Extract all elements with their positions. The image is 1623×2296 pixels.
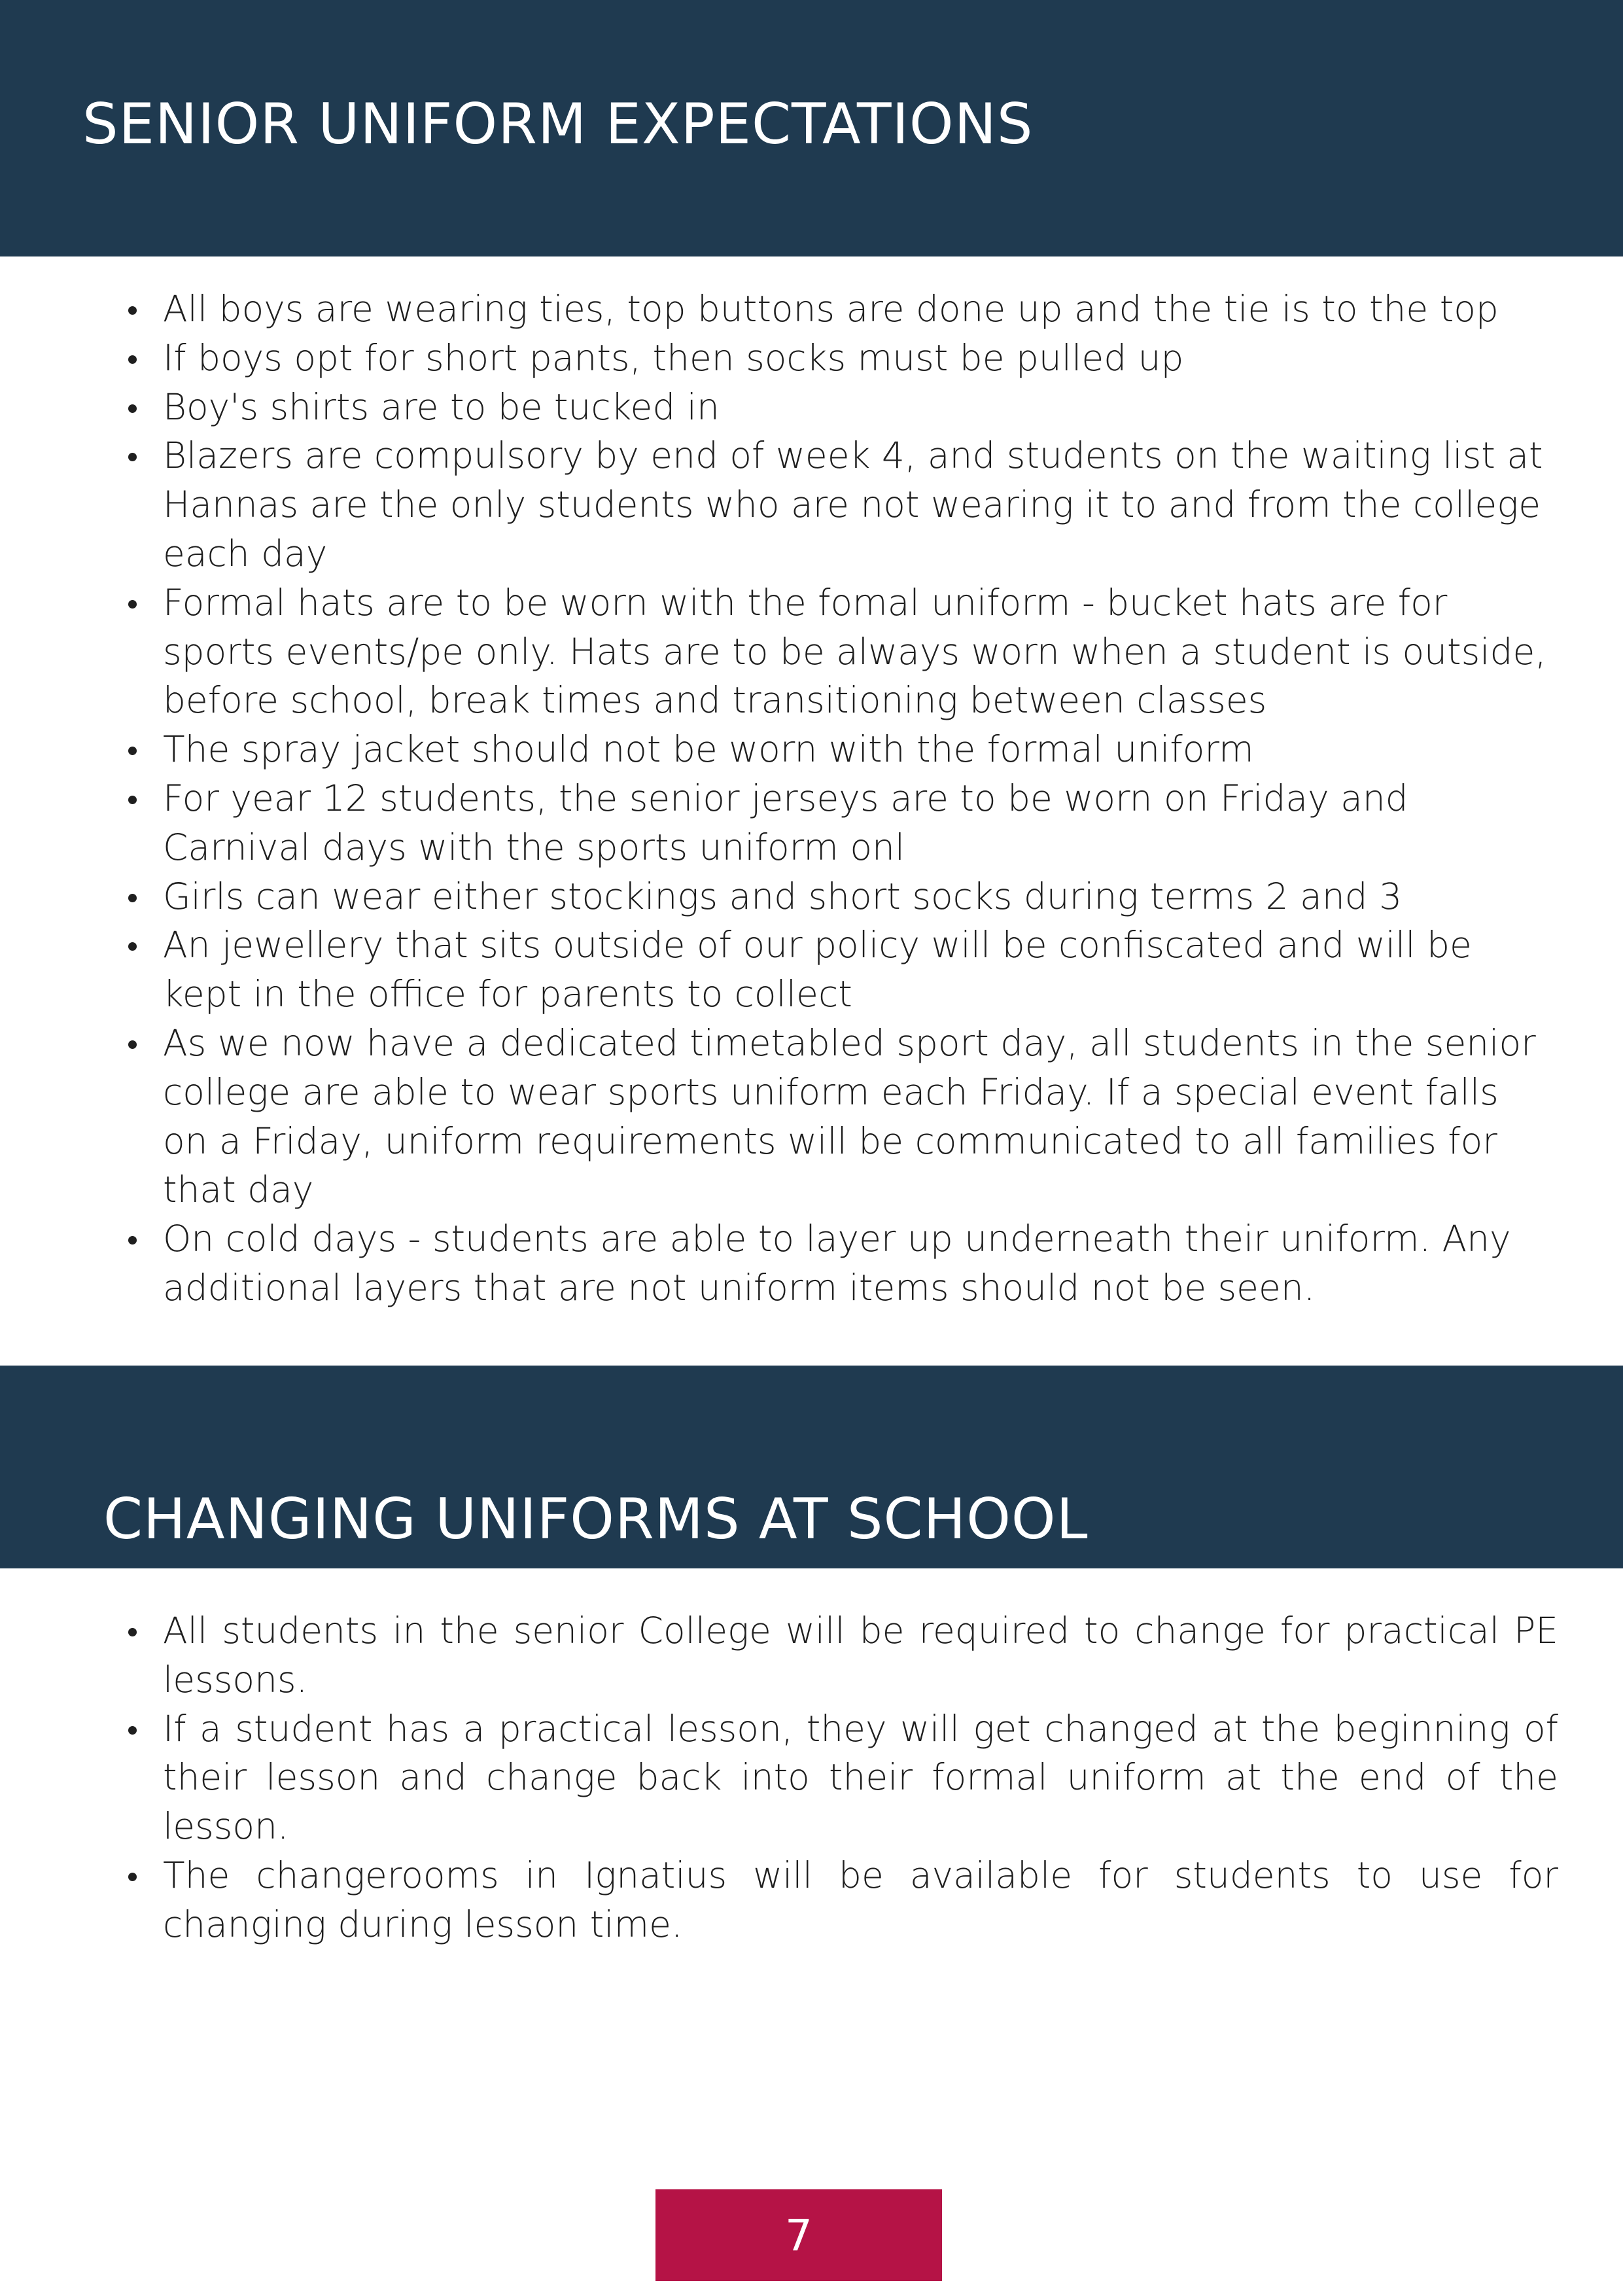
list-item: If a student has a practical lesson, they will get changed at the beginning of their lesson and change back into their formal uniform at the end of the lesson. [124,1704,1558,1851]
list-item: For year 12 students, the senior jerseys are to be worn on Friday and Carnival days with the sports uniform onl [124,774,1550,872]
list-item: Formal hats are to be worn with the fomal uniform - bucket hats are for sports events/pe only. Hats are to be always worn when a student is outside, before school, break times and transitioning between classes [124,578,1550,725]
list-item: If boys opt for short pants, then socks must be pulled up [124,334,1550,383]
list-item: Blazers are compulsory by end of week 4, and students on the waiting list at Hannas are the only students who are not wearing it to and from the college each day [124,431,1550,578]
page-number: 7 [785,2210,812,2261]
header-banner-changing-uniforms [0,1366,1623,1568]
senior-uniform-list [124,285,1550,1313]
list-item: On cold days - students are able to layer up underneath their uniform. Any additional layers that are not uniform items should not be seen. [124,1214,1550,1313]
list-item: The changerooms in Ignatius will be available for students to use for changing during lesson time. [124,1851,1558,1949]
header-banner-senior-uniform [0,0,1623,256]
list-item: Boy's shirts are to be tucked in [124,383,1550,432]
list-item: All students in the senior College will be required to change for practical PE lessons. [124,1606,1558,1704]
list-item: The spray jacket should not be worn with the formal uniform [124,725,1550,774]
list-item: As we now have a dedicated timetabled sport day, all students in the senior college are able to wear sports uniform each Friday. If a special event falls on a Friday, uniform requirements will be communicated to all families for that day [124,1019,1550,1214]
section-title-changing-uniforms: CHANGING UNIFORMS AT SCHOOL [103,1487,1089,1552]
section-title-senior-uniform: SENIOR UNIFORM EXPECTATIONS [82,92,1034,157]
list-item: An jewellery that sits outside of our policy will be confiscated and will be kept in the office for parents to collect [124,921,1550,1019]
list-item: All boys are wearing ties, top buttons are done up and the tie is to the top [124,285,1550,334]
changing-uniforms-list [124,1606,1558,1949]
page-number-badge [655,2189,942,2281]
list-item: Girls can wear either stockings and short socks during terms 2 and 3 [124,872,1550,921]
